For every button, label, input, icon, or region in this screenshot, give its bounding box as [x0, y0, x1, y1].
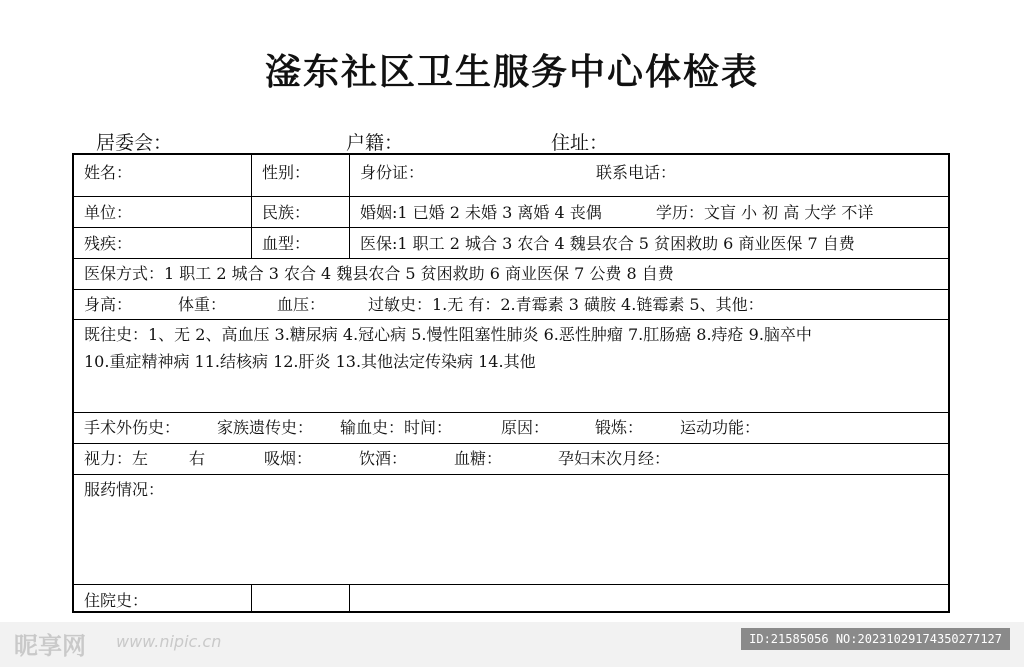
vision-right-field: 右: [189, 449, 206, 468]
medical-history-line-1: 既往史：1、无 2、高血压 3.糖尿病 4.冠心病 5.慢性阻塞性肺炎 6.恶性肿瘤 7.肛肠癌 8.痔疮 9.脑卒中: [84, 325, 812, 344]
watermark-logo: 昵享网: [14, 632, 86, 660]
transfusion-time-field: 输血史：时间：: [340, 418, 453, 437]
row-divider: [74, 412, 948, 413]
disability-field: 残疾：: [84, 234, 133, 253]
weight-field: 体重：: [178, 295, 227, 314]
row-divider: [74, 443, 948, 444]
family-history-field: 家族遗传史：: [217, 418, 314, 437]
row-divider: [74, 584, 948, 585]
education-options: 学历：文盲 小 初 高 大学 不详: [656, 203, 874, 222]
row-divider: [74, 258, 948, 259]
smoking-field: 吸烟：: [264, 449, 313, 468]
row-divider: [74, 227, 948, 228]
motor-function-field: 运动功能：: [680, 418, 761, 437]
committee-label: 居委会：: [96, 132, 173, 154]
row-divider: [74, 289, 948, 290]
address-label: 住址：: [551, 132, 609, 154]
insurance-options: 医保:1 职工 2 城合 3 农合 4 魏县农合 5 贫困救助 6 商业医保 7 自费: [360, 234, 855, 253]
medication-field: 服药情况：: [84, 480, 165, 499]
exam-form-table: [72, 153, 950, 613]
gender-field: 性别：: [262, 163, 311, 182]
name-field: 姓名：: [84, 163, 133, 182]
watermark-id: ID:21585056 NO:20231029174350277127: [741, 628, 1010, 650]
medical-history-line-2: 10.重症精神病 11.结核病 12.肝炎 13.其他法定传染病 14.其他: [84, 352, 536, 371]
payment-method-options: 医保方式：1 职工 2 城合 3 农合 4 魏县农合 5 贫困救助 6 商业医保 7 公费 8 自费: [84, 264, 674, 283]
height-field: 身高：: [84, 295, 133, 314]
allergy-history-options: 过敏史：1.无 有：2.青霉素 3 磺胺 4.链霉素 5、其他：: [368, 295, 764, 314]
marriage-options: 婚姻:1 已婚 2 未婚 3 离婚 4 丧偶: [360, 203, 602, 222]
form-title: 滏东社区卫生服务中心体检表: [264, 52, 759, 93]
unit-field: 单位：: [84, 203, 133, 222]
row-divider: [74, 474, 948, 475]
col-divider: [251, 155, 252, 258]
household-label: 户籍：: [346, 132, 404, 154]
id-card-field: 身份证：: [360, 163, 425, 182]
drinking-field: 饮酒：: [359, 449, 408, 468]
surgery-history-field: 手术外伤史：: [84, 418, 181, 437]
vision-left-field: 视力：左: [84, 449, 149, 468]
row-divider: [74, 196, 948, 197]
exercise-field: 锻炼：: [595, 418, 644, 437]
watermark-url: www.nipic.cn: [116, 632, 222, 651]
blood-pressure-field: 血压：: [277, 295, 326, 314]
col-divider: [349, 155, 350, 258]
hospitalization-history-field: 住院史：: [84, 591, 149, 610]
blood-sugar-field: 血糖：: [454, 449, 503, 468]
col-divider: [349, 584, 350, 613]
row-divider: [74, 319, 948, 320]
col-divider: [251, 584, 252, 613]
ethnicity-field: 民族：: [262, 203, 311, 222]
phone-field: 联系电话：: [596, 163, 677, 182]
blood-type-field: 血型：: [262, 234, 311, 253]
transfusion-reason-field: 原因：: [501, 418, 550, 437]
last-menstrual-period-field: 孕妇末次月经：: [558, 449, 671, 468]
